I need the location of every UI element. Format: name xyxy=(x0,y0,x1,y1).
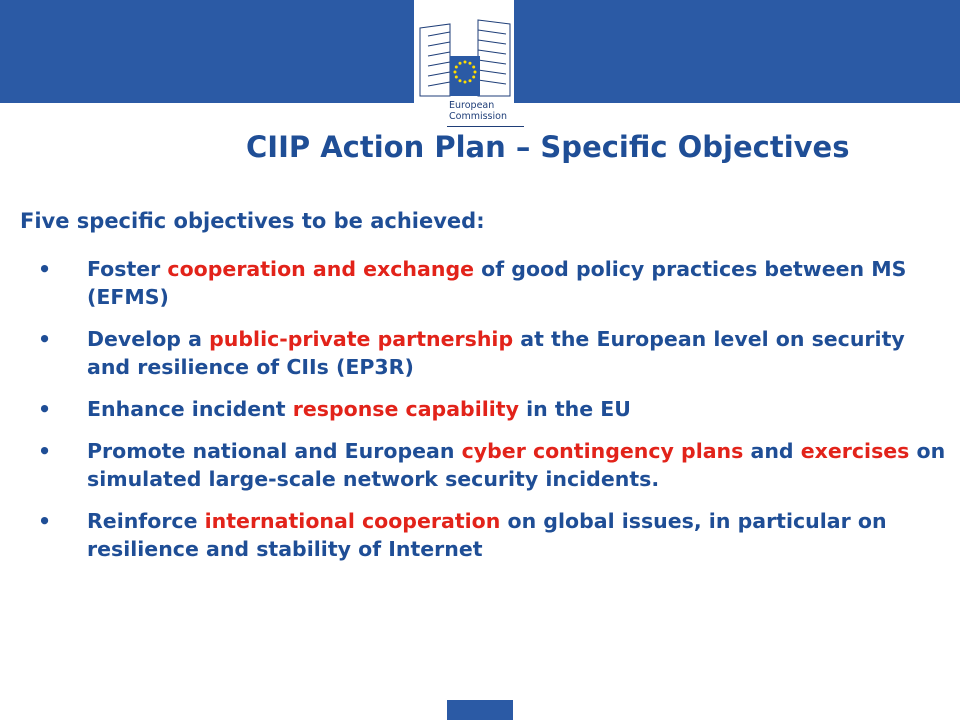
logo-line-1: European xyxy=(449,100,495,111)
bullet-icon: • xyxy=(38,327,52,351)
objective-item xyxy=(36,325,946,381)
objective-text: on global issues, in particular on resilience and stability of Internet xyxy=(87,509,887,561)
objective-highlight: cooperation and exchange xyxy=(167,257,475,281)
objective-text: in the EU xyxy=(518,397,631,421)
objective-item xyxy=(36,507,946,563)
objective-text: Develop a xyxy=(87,327,210,351)
slide-title: CIIP Action Plan – Specific Objectives xyxy=(246,130,850,164)
bullet-icon: • xyxy=(38,397,52,421)
intro-text: Five specific objectives to be achieved: xyxy=(20,209,485,233)
objective-highlight: international cooperation xyxy=(204,509,501,533)
european-commission-logo xyxy=(414,0,514,134)
objective-item xyxy=(36,255,946,311)
objective-highlight: exercises xyxy=(800,439,910,463)
footer-tab xyxy=(447,700,513,720)
logo-line-2: Commission xyxy=(449,111,507,122)
logo-underline xyxy=(447,126,524,127)
berlaymont-building-icon xyxy=(414,0,514,100)
objective-highlight: public-private partnership xyxy=(209,327,514,351)
objective-text: on simulated large-scale network security incidents. xyxy=(87,439,946,491)
objective-text: Reinforce xyxy=(87,509,205,533)
objective-text: Promote national and European xyxy=(87,439,462,463)
objective-text: and xyxy=(743,439,801,463)
objectives-list xyxy=(36,255,946,577)
objective-item xyxy=(36,437,946,493)
objective-highlight: response capability xyxy=(292,397,519,421)
objective-text: Foster xyxy=(87,257,168,281)
bullet-icon: • xyxy=(38,439,52,463)
objective-text: Enhance incident xyxy=(87,397,293,421)
bullet-icon: • xyxy=(38,257,52,281)
objective-text: of good policy practices between MS (EFMS) xyxy=(87,257,907,309)
objective-item xyxy=(36,395,946,423)
bullet-icon: • xyxy=(38,509,52,533)
objective-text: at the European level on security and resilience of CIIs (EP3R) xyxy=(87,327,905,379)
objective-highlight: cyber contingency plans xyxy=(461,439,744,463)
logo-wordmark xyxy=(449,100,507,122)
